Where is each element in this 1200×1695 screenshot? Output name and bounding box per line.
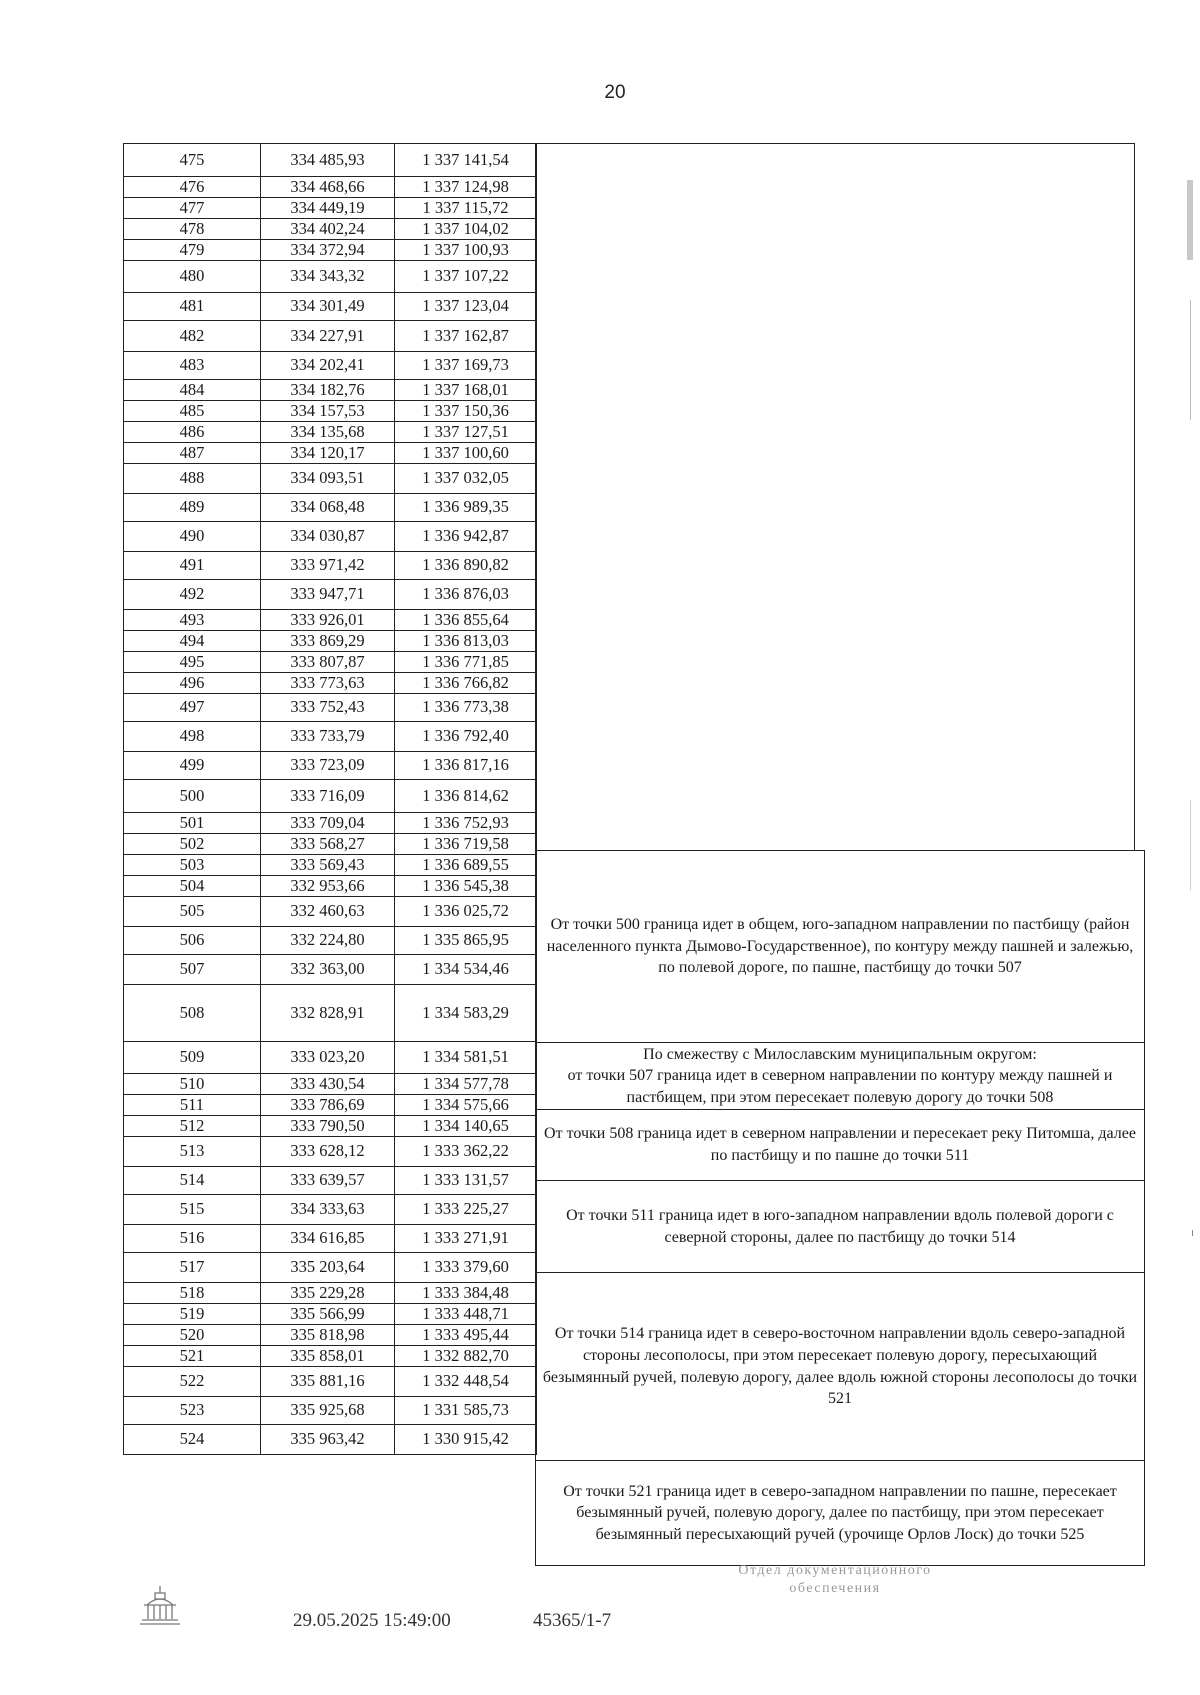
point-number: 508 (124, 985, 261, 1042)
point-number: 482 (124, 321, 261, 352)
y-coordinate: 1 336 773,38 (395, 694, 537, 722)
y-coordinate: 1 331 585,73 (395, 1397, 537, 1425)
signature-datetime: 29.05.2025 15:49:00 (293, 1610, 451, 1631)
description-cell: От точки 500 граница идет в общем, юго-западном направлении по пастбищу (район населенного пункта Дымово-Государственное), по контуру между пашней и залежью, по полевой дороге, по пашне, пастбищу до точки 507 (535, 850, 1145, 1043)
x-coordinate: 334 468,66 (261, 177, 395, 198)
x-coordinate: 333 971,42 (261, 552, 395, 580)
y-coordinate: 1 337 100,93 (395, 240, 537, 261)
x-coordinate: 334 120,17 (261, 443, 395, 464)
y-coordinate: 1 336 942,87 (395, 522, 537, 552)
y-coordinate: 1 334 140,65 (395, 1116, 537, 1137)
x-coordinate: 334 372,94 (261, 240, 395, 261)
y-coordinate: 1 336 813,03 (395, 631, 537, 652)
x-coordinate: 333 869,29 (261, 631, 395, 652)
table-row (124, 177, 537, 198)
y-coordinate: 1 333 448,71 (395, 1304, 537, 1325)
y-coordinate: 1 336 771,85 (395, 652, 537, 673)
point-number: 503 (124, 855, 261, 876)
point-number: 490 (124, 522, 261, 552)
y-coordinate: 1 337 104,02 (395, 219, 537, 240)
table-row (124, 752, 537, 780)
table-row (124, 144, 537, 177)
table-row (124, 321, 537, 352)
table-row (124, 352, 537, 380)
x-coordinate: 333 947,71 (261, 580, 395, 610)
table-row (124, 198, 537, 219)
point-number: 501 (124, 813, 261, 834)
point-number: 483 (124, 352, 261, 380)
point-number: 523 (124, 1397, 261, 1425)
y-coordinate: 1 337 169,73 (395, 352, 537, 380)
point-number: 477 (124, 198, 261, 219)
x-coordinate: 334 343,32 (261, 261, 395, 293)
x-coordinate: 335 858,01 (261, 1346, 395, 1367)
y-coordinate: 1 337 032,05 (395, 464, 537, 494)
table-row (124, 834, 537, 855)
y-coordinate: 1 335 865,95 (395, 927, 537, 955)
x-coordinate: 333 430,54 (261, 1074, 395, 1095)
y-coordinate: 1 332 882,70 (395, 1346, 537, 1367)
table-row (124, 1137, 537, 1167)
x-coordinate: 335 229,28 (261, 1283, 395, 1304)
table-row (124, 985, 537, 1042)
archive-building-logo (138, 1583, 182, 1627)
x-coordinate: 333 723,09 (261, 752, 395, 780)
x-coordinate: 334 616,85 (261, 1225, 395, 1253)
point-number: 486 (124, 422, 261, 443)
table-row (124, 652, 537, 673)
table-row (124, 1397, 537, 1425)
y-coordinate: 1 336 876,03 (395, 580, 537, 610)
description-cell: От точки 511 граница идет в юго-западном направлении вдоль полевой дороги с северной стороны, далее по пастбищу до точки 514 (535, 1180, 1145, 1273)
point-number: 496 (124, 673, 261, 694)
x-coordinate: 334 030,87 (261, 522, 395, 552)
y-coordinate: 1 333 225,27 (395, 1195, 537, 1225)
point-number: 518 (124, 1283, 261, 1304)
table-row (124, 610, 537, 631)
point-number: 481 (124, 293, 261, 321)
x-coordinate: 334 449,19 (261, 198, 395, 219)
point-number: 492 (124, 580, 261, 610)
table-row (124, 1304, 537, 1325)
point-number: 497 (124, 694, 261, 722)
x-coordinate: 333 733,79 (261, 722, 395, 752)
y-coordinate: 1 333 495,44 (395, 1325, 537, 1346)
table-row (124, 722, 537, 752)
y-coordinate: 1 336 689,55 (395, 855, 537, 876)
y-coordinate: 1 337 150,36 (395, 401, 537, 422)
table-row (124, 522, 537, 552)
x-coordinate: 333 023,20 (261, 1042, 395, 1074)
point-number: 491 (124, 552, 261, 580)
table-row (124, 1283, 537, 1304)
x-coordinate: 333 807,87 (261, 652, 395, 673)
y-coordinate: 1 337 168,01 (395, 380, 537, 401)
point-number: 510 (124, 1074, 261, 1095)
y-coordinate: 1 334 577,78 (395, 1074, 537, 1095)
point-number: 484 (124, 380, 261, 401)
description-cell: От точки 514 граница идет в северо-восточном направлении вдоль северо-западной стороны лесополосы, при этом пересекает полевую дорогу, пересыхающий безымянный ручей, полевую дорогу, далее вдоль южной стороны лесополосы до точки 521 (535, 1272, 1145, 1461)
point-number: 505 (124, 897, 261, 927)
y-coordinate: 1 333 384,48 (395, 1283, 537, 1304)
table-row (124, 1095, 537, 1116)
table-row (124, 1116, 537, 1137)
point-number: 478 (124, 219, 261, 240)
table-row (124, 443, 537, 464)
table-row (124, 219, 537, 240)
document-number: 45365/1-7 (533, 1610, 612, 1631)
x-coordinate: 334 135,68 (261, 422, 395, 443)
point-number: 517 (124, 1253, 261, 1283)
table-row (124, 1253, 537, 1283)
point-number: 506 (124, 927, 261, 955)
point-number: 493 (124, 610, 261, 631)
scan-edge-marks (1170, 40, 1200, 1640)
y-coordinate: 1 337 107,22 (395, 261, 537, 293)
x-coordinate: 332 224,80 (261, 927, 395, 955)
point-number: 524 (124, 1425, 261, 1455)
x-coordinate: 333 716,09 (261, 780, 395, 813)
y-coordinate: 1 336 025,72 (395, 897, 537, 927)
x-coordinate: 335 881,16 (261, 1367, 395, 1397)
y-coordinate: 1 336 792,40 (395, 722, 537, 752)
page-number: 20 (604, 82, 626, 103)
x-coordinate: 333 926,01 (261, 610, 395, 631)
table-row (124, 1167, 537, 1195)
table-row (124, 813, 537, 834)
y-coordinate: 1 337 127,51 (395, 422, 537, 443)
y-coordinate: 1 333 131,57 (395, 1167, 537, 1195)
y-coordinate: 1 330 915,42 (395, 1425, 537, 1455)
x-coordinate: 333 752,43 (261, 694, 395, 722)
y-coordinate: 1 334 583,29 (395, 985, 537, 1042)
point-number: 511 (124, 1095, 261, 1116)
point-number: 502 (124, 834, 261, 855)
y-coordinate: 1 336 817,16 (395, 752, 537, 780)
point-number: 489 (124, 494, 261, 522)
y-coordinate: 1 336 855,64 (395, 610, 537, 631)
point-number: 479 (124, 240, 261, 261)
y-coordinate: 1 336 766,82 (395, 673, 537, 694)
table-row (124, 1367, 537, 1397)
x-coordinate: 334 182,76 (261, 380, 395, 401)
table-row (124, 855, 537, 876)
point-number: 500 (124, 780, 261, 813)
x-coordinate: 332 460,63 (261, 897, 395, 927)
x-coordinate: 334 227,91 (261, 321, 395, 352)
y-coordinate: 1 337 115,72 (395, 198, 537, 219)
x-coordinate: 334 402,24 (261, 219, 395, 240)
table-row (124, 1325, 537, 1346)
y-coordinate: 1 332 448,54 (395, 1367, 537, 1397)
x-coordinate: 335 963,42 (261, 1425, 395, 1455)
point-number: 504 (124, 876, 261, 897)
y-coordinate: 1 337 162,87 (395, 321, 537, 352)
point-number: 476 (124, 177, 261, 198)
description-cell: От точки 508 граница идет в северном направлении и пересекает реку Питомша, далее по пастбищу и по пашне до точки 511 (535, 1109, 1145, 1181)
table-row (124, 580, 537, 610)
table-row (124, 1074, 537, 1095)
point-number: 515 (124, 1195, 261, 1225)
table-row (124, 1042, 537, 1074)
y-coordinate: 1 336 989,35 (395, 494, 537, 522)
point-number: 513 (124, 1137, 261, 1167)
point-number: 519 (124, 1304, 261, 1325)
y-coordinate: 1 336 719,58 (395, 834, 537, 855)
x-coordinate: 332 363,00 (261, 955, 395, 985)
point-number: 520 (124, 1325, 261, 1346)
table-row (124, 464, 537, 494)
description-cell: От точки 521 граница идет в северо-западном направлении по пашне, пересекает безымянный ручей, полевую дорогу, далее по пастбищу, при этом пересекает безымянный пересыхающий ручей (урочище Орлов Лоск) до точки 525 (535, 1460, 1145, 1566)
table-row (124, 927, 537, 955)
x-coordinate: 333 639,57 (261, 1167, 395, 1195)
point-number: 521 (124, 1346, 261, 1367)
x-coordinate: 332 828,91 (261, 985, 395, 1042)
y-coordinate: 1 337 124,98 (395, 177, 537, 198)
point-number: 480 (124, 261, 261, 293)
y-coordinate: 1 337 100,60 (395, 443, 537, 464)
x-coordinate: 333 790,50 (261, 1116, 395, 1137)
y-coordinate: 1 334 575,66 (395, 1095, 537, 1116)
x-coordinate: 334 202,41 (261, 352, 395, 380)
table-row (124, 552, 537, 580)
x-coordinate: 333 568,27 (261, 834, 395, 855)
x-coordinate: 335 818,98 (261, 1325, 395, 1346)
point-number: 514 (124, 1167, 261, 1195)
table-row (124, 401, 537, 422)
table-row (124, 897, 537, 927)
point-number: 507 (124, 955, 261, 985)
table-row (124, 1346, 537, 1367)
y-coordinate: 1 334 581,51 (395, 1042, 537, 1074)
point-number: 485 (124, 401, 261, 422)
x-coordinate: 334 301,49 (261, 293, 395, 321)
point-number: 487 (124, 443, 261, 464)
y-coordinate: 1 333 379,60 (395, 1253, 537, 1283)
table-row (124, 1195, 537, 1225)
y-coordinate: 1 333 271,91 (395, 1225, 537, 1253)
table-row (124, 631, 537, 652)
x-coordinate: 332 953,66 (261, 876, 395, 897)
x-coordinate: 333 709,04 (261, 813, 395, 834)
x-coordinate: 334 068,48 (261, 494, 395, 522)
x-coordinate: 334 093,51 (261, 464, 395, 494)
point-number: 522 (124, 1367, 261, 1397)
table-row (124, 955, 537, 985)
point-number: 499 (124, 752, 261, 780)
point-number: 498 (124, 722, 261, 752)
y-coordinate: 1 333 362,22 (395, 1137, 537, 1167)
x-coordinate: 335 566,99 (261, 1304, 395, 1325)
table-row (124, 240, 537, 261)
point-number: 512 (124, 1116, 261, 1137)
table-row (124, 694, 537, 722)
x-coordinate: 333 773,63 (261, 673, 395, 694)
table-row (124, 780, 537, 813)
description-blank (535, 143, 1135, 851)
department-stamp: Отдел документационного обеспечения (738, 1563, 932, 1596)
y-coordinate: 1 337 141,54 (395, 144, 537, 177)
description-cell: По смежеству с Милославским муниципальным округом: от точки 507 граница идет в северном направлении по контуру между пашней и пастбищем, при этом пересекает полевую дорогу до точки 508 (535, 1042, 1145, 1110)
x-coordinate: 334 485,93 (261, 144, 395, 177)
y-coordinate: 1 336 890,82 (395, 552, 537, 580)
point-number: 495 (124, 652, 261, 673)
table-row (124, 1425, 537, 1455)
y-coordinate: 1 337 123,04 (395, 293, 537, 321)
point-number: 475 (124, 144, 261, 177)
x-coordinate: 335 203,64 (261, 1253, 395, 1283)
table-row (124, 293, 537, 321)
table-row (124, 494, 537, 522)
y-coordinate: 1 336 545,38 (395, 876, 537, 897)
table-row (124, 422, 537, 443)
point-number: 509 (124, 1042, 261, 1074)
x-coordinate: 334 333,63 (261, 1195, 395, 1225)
x-coordinate: 333 628,12 (261, 1137, 395, 1167)
table-row (124, 876, 537, 897)
y-coordinate: 1 336 752,93 (395, 813, 537, 834)
table-row (124, 380, 537, 401)
point-number: 488 (124, 464, 261, 494)
coordinates-table (123, 143, 537, 1455)
y-coordinate: 1 334 534,46 (395, 955, 537, 985)
point-number: 494 (124, 631, 261, 652)
y-coordinate: 1 336 814,62 (395, 780, 537, 813)
table-row (124, 261, 537, 293)
point-number: 516 (124, 1225, 261, 1253)
table-row (124, 1225, 537, 1253)
x-coordinate: 333 786,69 (261, 1095, 395, 1116)
table-row (124, 673, 537, 694)
x-coordinate: 334 157,53 (261, 401, 395, 422)
x-coordinate: 333 569,43 (261, 855, 395, 876)
x-coordinate: 335 925,68 (261, 1397, 395, 1425)
